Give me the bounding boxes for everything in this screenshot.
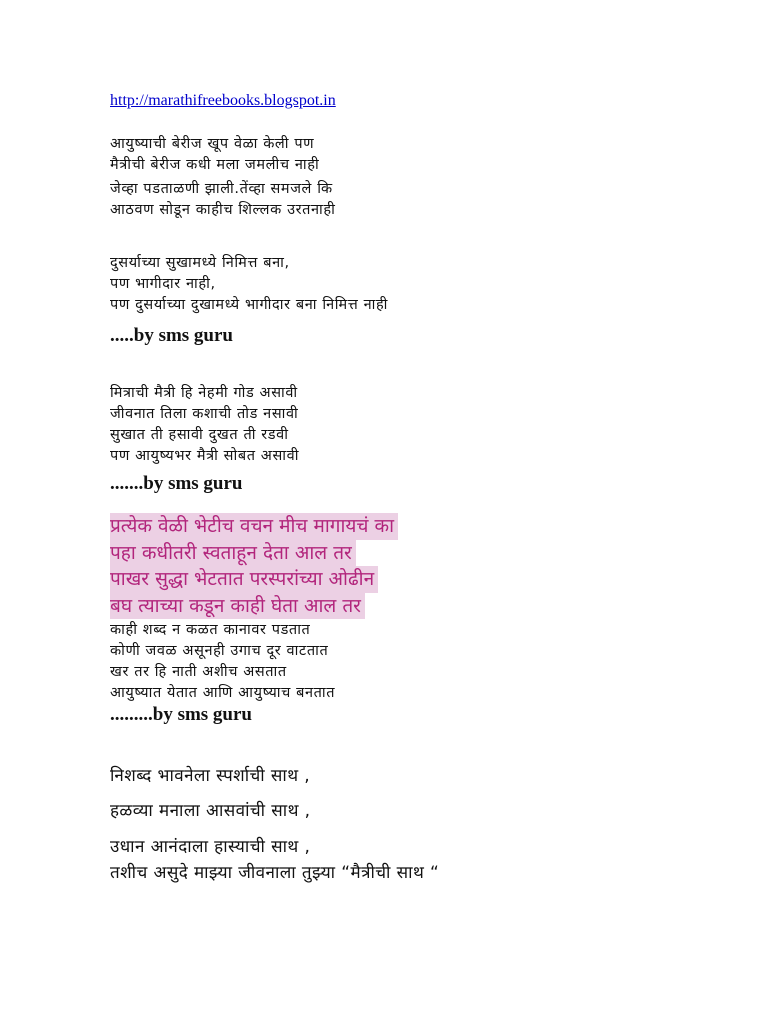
highlighted-line: प्रत्येक वेळी भेटीच वचन मीच मागायचं का	[110, 513, 398, 540]
stanza-3-line: सुखात ती हसावी दुखत ती रडवी	[110, 427, 289, 443]
stanza-4-line: कोणी जवळ असूनही उगाच दूर वाटतात	[110, 643, 329, 659]
highlighted-line: पहा कधीतरी स्वताहून देता आल तर	[110, 540, 356, 567]
blog-link[interactable]: http://marathifreebooks.blogspot.in	[110, 92, 336, 109]
stanza-3-line: जीवनात तिला कशाची तोड नसावी	[110, 406, 299, 422]
stanza-2-line: पण दुसर्याच्या दुखामध्ये भागीदार बना निमित्त नाही	[110, 297, 389, 313]
stanza-5	[110, 763, 439, 886]
stanza-2	[110, 253, 388, 316]
stanza-5-line: निशब्द भावनेला स्पर्शाची साथ ,	[110, 766, 311, 786]
stanza-3-line: पण आयुष्यभर मैत्री सोबत असावी	[110, 448, 300, 464]
credit-by-sms-guru: .......by sms guru	[110, 473, 243, 494]
stanza-4-line: काही शब्द न कळत कानावर पडतात	[110, 622, 311, 638]
stanza-2-line: पण भागीदार नाही,	[110, 276, 216, 292]
stanza-5-line: हळव्या मनाला आसवांची साथ ,	[110, 801, 311, 821]
stanza-1-line: आठवण सोडून काहीच शिल्लक उरतनाही	[110, 202, 336, 218]
stanza-1	[110, 134, 335, 221]
highlighted-stanza	[110, 513, 398, 619]
stanza-1-line: जेव्हा पडताळणी झाली.तेंव्हा समजले कि	[110, 181, 333, 197]
stanza-4-line: आयुष्यात येतात आणि आयुष्याच बनतात	[110, 685, 336, 701]
credit-by-sms-guru: .........by sms guru	[110, 704, 252, 725]
stanza-4	[110, 620, 335, 704]
stanza-5-line: उधान आनंदाला हास्याची साथ ,	[110, 837, 311, 857]
stanza-4-line: खर तर हि नाती अशीच असतात	[110, 664, 287, 680]
highlighted-line: बघ त्याच्या कडून काही घेता आल तर	[110, 593, 365, 620]
highlighted-line: पाखर सुद्धा भेटतात परस्परांच्या ओढीन	[110, 566, 378, 593]
stanza-1-line: मैत्रीची बेरीज कधी मला जमलीच नाही	[110, 157, 320, 173]
stanza-3	[110, 383, 299, 467]
stanza-1-line: आयुष्याची बेरीज खूप वेळा केली पण	[110, 136, 315, 152]
stanza-3-line: मित्राची मैत्री हि नेहमी गोड असावी	[110, 385, 298, 401]
stanza-5-line: तशीच असुदे माझ्या जीवनाला तुझ्या “मैत्रीची साथ “	[110, 863, 440, 883]
credit-by-sms-guru: .....by sms guru	[110, 325, 233, 346]
stanza-2-line: दुसर्याच्या सुखामध्ये निमित्त बना,	[110, 255, 290, 271]
